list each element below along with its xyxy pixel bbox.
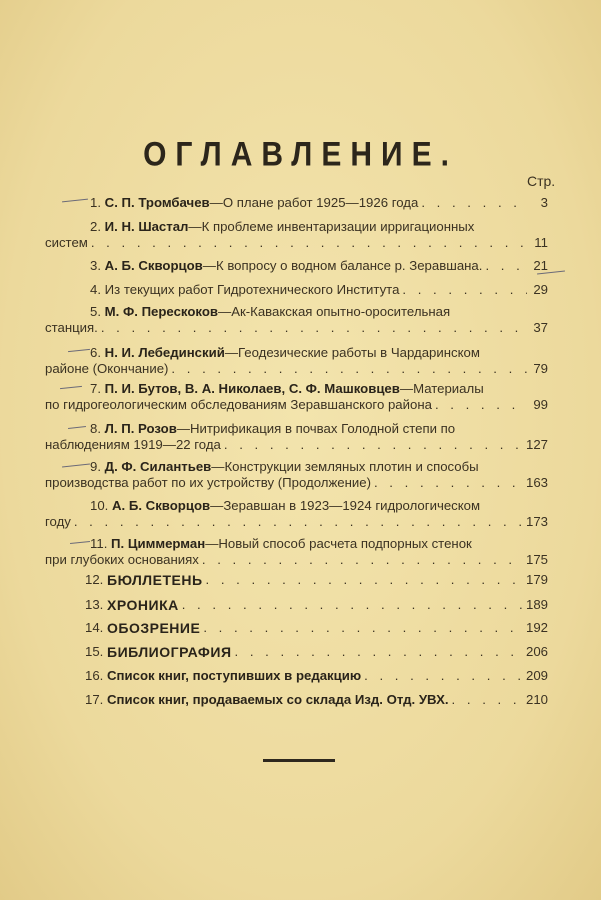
section-label: БИБЛИОГРАФИЯ (107, 644, 232, 660)
entry-author: П. Циммерман (111, 536, 206, 551)
toc-section (45, 644, 548, 660)
toc-section (45, 572, 548, 588)
section-number: 15. (85, 644, 104, 659)
toc-entry (45, 381, 548, 413)
entry-number: 7. (90, 381, 101, 396)
dot-leader (171, 361, 527, 377)
dot-leader (435, 397, 527, 413)
section-label: Список книг, поступивших в редакцию (107, 668, 362, 683)
entry-page: 127 (525, 437, 548, 452)
entry-page: 175 (525, 552, 548, 567)
dot-leader (203, 620, 523, 636)
entry-title-continued: производства работ по их устройству (Продолжение) (45, 475, 371, 490)
entry-author: Л. П. Розов (104, 421, 177, 436)
section-page: 189 (525, 597, 548, 612)
section-page: 210 (525, 692, 548, 707)
entry-title: —Новый способ расчета подпорных стенок (205, 536, 472, 551)
section-page: 179 (525, 572, 548, 587)
dot-leader (91, 235, 527, 251)
entry-title-continued: по гидрогеологическим обследованиям Зеравшанского района (45, 397, 432, 412)
entry-author: А. Б. Скворцов (104, 258, 203, 273)
entry-number: 1. (90, 195, 101, 210)
section-number: 13. (85, 597, 104, 612)
entry-title-continued: систем (45, 235, 88, 250)
entry-page: 3 (540, 195, 548, 210)
closing-rule (263, 759, 335, 762)
entry-title-continued: наблюдениям 1919—22 года (45, 437, 221, 452)
entry-title: —Нитрификация в почвах Голодной степи по (176, 421, 456, 436)
entry-page: 99 (533, 397, 548, 412)
section-number: 16. (85, 668, 104, 683)
entry-author: И. Н. Шастал (104, 219, 189, 234)
section-page: 192 (525, 620, 548, 635)
entry-title: —К вопросу о водном балансе р. Зеравшана. (202, 258, 483, 273)
section-number: 17. (85, 692, 104, 707)
entry-title-continued: при глубоких основаниях (45, 552, 199, 567)
dot-leader (402, 282, 527, 298)
entry-title: —Конструкции земляных плотин и способы (211, 459, 479, 474)
toc-entry (45, 195, 548, 211)
entry-title: Из текущих работ Гидротехнического Института (104, 282, 400, 297)
toc-entry (45, 258, 548, 274)
entry-page: 29 (533, 282, 548, 297)
entry-page: 21 (533, 258, 548, 273)
entry-number: 3. (90, 258, 101, 273)
entry-author: С. П. Тромбачев (104, 195, 210, 210)
entry-title: —Материалы (399, 381, 484, 396)
entry-author: М. Ф. Перескоков (104, 304, 219, 319)
entry-page: 37 (533, 320, 548, 335)
entry-page: 79 (533, 361, 548, 376)
dot-leader (485, 258, 527, 274)
entry-page: 11 (534, 235, 548, 250)
section-number: 12. (85, 572, 104, 587)
section-label: Список книг, продаваемых со склада Изд. Отд. УВХ. (107, 692, 449, 707)
section-label: БЮЛЛЕТЕНЬ (107, 572, 203, 588)
toc-section (45, 668, 548, 684)
dot-leader (101, 320, 527, 336)
entry-title: —К проблеме инвентаризации ирригационных (188, 219, 475, 234)
entry-title-continued: году (45, 514, 71, 529)
entry-number: 10. (90, 498, 109, 513)
toc-entry (45, 282, 548, 298)
section-number: 14. (85, 620, 104, 635)
toc-section (45, 692, 548, 708)
dot-leader (224, 437, 523, 453)
entry-title-continued: районе (Окончание) (45, 361, 169, 376)
dot-leader (74, 514, 523, 530)
dot-leader (452, 692, 523, 708)
entry-title: —Ак-Кавакская опытно-оросительная (218, 304, 451, 319)
toc-entry (45, 219, 548, 251)
entry-author: Н. И. Лебединский (104, 345, 225, 360)
dot-leader (364, 668, 523, 684)
entry-page: 163 (525, 475, 548, 490)
page-column-label: Стр. (527, 173, 556, 189)
toc-entry (45, 459, 548, 491)
dot-leader (202, 552, 523, 568)
dot-leader (182, 597, 523, 613)
entry-author: Д. Ф. Силантьев (104, 459, 212, 474)
toc-entry (45, 421, 548, 453)
entry-page: 173 (525, 514, 548, 529)
entry-title: —Зеравшан в 1923—1924 гидрологическом (210, 498, 481, 513)
entry-number: 6. (90, 345, 101, 360)
entry-number: 9. (90, 459, 101, 474)
section-page: 206 (525, 644, 548, 659)
dot-leader (374, 475, 523, 491)
entry-number: 5. (90, 304, 101, 319)
page-title: ОГЛАВЛЕНИЕ. (143, 135, 458, 174)
entry-number: 4. (90, 282, 101, 297)
toc-entry (45, 498, 548, 530)
toc-entry (45, 304, 548, 336)
section-page: 209 (525, 668, 548, 683)
entry-author: П. И. Бутов, В. А. Николаев, С. Ф. Машковцев (104, 381, 400, 396)
entry-number: 2. (90, 219, 101, 234)
entry-title-continued: станция. (45, 320, 98, 335)
toc-entry (45, 345, 548, 377)
entry-number: 11. (90, 536, 108, 551)
entry-title: —О плане работ 1925—1926 года (209, 195, 419, 210)
entry-author: А. Б. Скворцов (112, 498, 211, 513)
dot-leader (206, 572, 523, 588)
section-label: ХРОНИКА (107, 597, 179, 613)
section-label: ОБОЗРЕНИЕ (107, 620, 201, 636)
toc-section (45, 597, 548, 613)
toc-section (45, 620, 548, 636)
dot-leader (235, 644, 523, 660)
toc-entry (45, 536, 548, 568)
entry-title: —Геодезические работы в Чардаринском (224, 345, 480, 360)
entry-number: 8. (90, 421, 101, 436)
dot-leader (421, 195, 527, 211)
